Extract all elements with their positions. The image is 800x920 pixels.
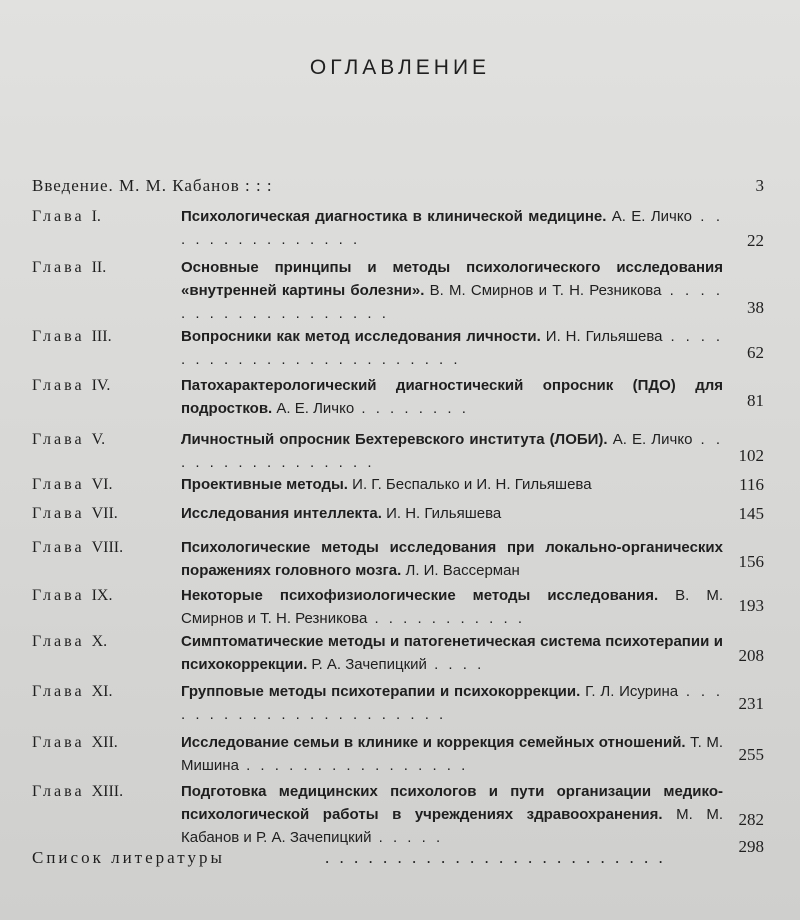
chapter-title-text: Психологическая диагностика в клинической медицине.: [181, 208, 607, 225]
chapter-author: А. Е. Личко: [611, 208, 692, 225]
chapter-title: [181, 780, 723, 849]
page-title: ОГЛАВЛЕНИЕ: [309, 56, 491, 79]
chapter-page: 116: [739, 475, 764, 494]
leader-dots: . . . . . . . . . . . . . . . . . . . . . .: [181, 683, 723, 723]
chapter-title: [181, 630, 723, 676]
chapter-number: IV.: [91, 377, 111, 394]
chapter-title-text: Вопросники как метод исследования личности.: [181, 328, 541, 345]
leader-dots: . . . . . . . . . . . . . . . .: [238, 757, 469, 774]
chapter-number: XII.: [91, 734, 118, 751]
chapter-page: 38: [747, 298, 764, 317]
intro-dots: : : :: [244, 176, 273, 195]
chapter-title-text: Психологические методы исследования при локально-органических поражениях головного мозга.: [181, 539, 723, 579]
chapter-title: [181, 536, 723, 582]
chapter-word: Глава: [32, 539, 85, 556]
bibliography-dots: . . . . . . . . . . . . . . . . . . . . . . . .: [325, 848, 666, 867]
leader-dots: . . . . . . . . . . . . . . . .: [181, 431, 723, 471]
bibliography-label: Список литературы: [32, 848, 225, 867]
chapter-author: И. Н. Гильяшева: [545, 328, 663, 345]
chapter-page: 81: [747, 391, 764, 410]
chapter-author: Л. И. Вассерман: [405, 562, 520, 579]
leader-dots: . . . . . . . .: [354, 400, 469, 417]
chapter-title-text: Патохарактерологический диагностический опросник (ПДО) для подростков.: [181, 377, 723, 417]
chapter-page: 22: [747, 231, 764, 250]
chapter-label: [32, 325, 172, 349]
chapter-title-text: Личностный опросник Бехтеревского института (ЛОБИ).: [181, 431, 608, 448]
chapter-number: VII.: [91, 505, 118, 522]
chapter-author: И. Н. Гильяшева: [386, 505, 502, 522]
chapter-word: Глава: [32, 587, 85, 604]
chapter-title: [181, 731, 723, 777]
chapter-label: [32, 473, 172, 497]
chapter-author: Г. Л. Исурина: [585, 683, 679, 700]
chapter-title-text: Исследования интеллекта.: [181, 505, 382, 522]
chapter-label: [32, 584, 172, 608]
chapter-title: [181, 428, 723, 474]
chapter-title: [181, 584, 723, 630]
chapter-page: 145: [738, 504, 764, 523]
chapter-page: 156: [738, 552, 764, 571]
chapter-number: V.: [91, 431, 106, 448]
chapter-author: А. Е. Личко: [276, 400, 355, 417]
chapter-title-text: Симптоматические методы и патогенетическая система психотерапии и психокоррекции.: [181, 633, 723, 673]
chapter-title-text: Исследование семьи в клинике и коррекция семейных отношений.: [181, 734, 686, 751]
chapter-word: Глава: [32, 783, 85, 800]
chapter-title-text: Проективные методы.: [181, 476, 348, 493]
chapter-word: Глава: [32, 683, 85, 700]
chapter-page: 282: [738, 810, 764, 829]
chapter-title: [181, 502, 723, 525]
chapter-page: 193: [738, 596, 764, 615]
chapter-title-text: Основные принципы и методы психологического исследования «внутренней картины болезни».: [181, 259, 723, 299]
chapter-page: 102: [738, 446, 764, 465]
chapter-page: 255: [738, 745, 764, 764]
chapter-title-text: Некоторые психофизиологические методы исследования.: [181, 587, 659, 604]
intro-label: [32, 174, 273, 198]
chapter-word: Глава: [32, 328, 85, 345]
chapter-word: Глава: [32, 377, 85, 394]
chapter-word: Глава: [32, 431, 85, 448]
chapter-author: Т. М. Мишина: [181, 734, 723, 774]
chapter-page: 208: [738, 646, 764, 665]
chapter-label: [32, 536, 172, 560]
chapter-label: [32, 680, 172, 704]
chapter-number: VI.: [91, 476, 113, 493]
intro-page: 3: [755, 176, 764, 195]
chapter-title-text: Групповые методы психотерапии и психокоррекции.: [181, 683, 581, 700]
chapter-number: XI.: [91, 683, 113, 700]
leader-dots: . . . . . . . . . . . . . . . . . . .: [181, 282, 724, 322]
chapter-label: [32, 780, 172, 804]
chapter-number: VIII.: [91, 539, 124, 556]
leader-dots: . . . .: [426, 656, 485, 673]
leader-dots: . . . . .: [371, 829, 444, 846]
chapter-title: [181, 256, 723, 325]
chapter-word: Глава: [32, 633, 85, 650]
chapter-word: Глава: [32, 476, 85, 493]
chapter-number: II.: [91, 259, 107, 276]
chapter-word: Глава: [32, 259, 85, 276]
chapter-label: [32, 630, 172, 654]
chapter-author: В. М. Смирнов и Т. Н. Резникова: [429, 282, 662, 299]
chapter-number: IX.: [91, 587, 113, 604]
chapter-author: И. Г. Беспалько и И. Н. Гильяшева: [352, 476, 592, 493]
chapter-title: [181, 473, 723, 496]
chapter-number: III.: [91, 328, 112, 345]
chapter-label: [32, 428, 172, 452]
leader-dots: . . . . . . . . . . .: [367, 610, 525, 627]
chapter-number: I.: [91, 208, 101, 225]
chapter-label: [32, 374, 172, 398]
leader-dots: . . . . . . . . . . . . . . .: [181, 208, 723, 248]
chapter-label: [32, 205, 172, 229]
chapter-author: М. М. Кабанов и Р. А. Зачепицкий: [181, 806, 723, 846]
chapter-author: В. М. Смирнов и Т. Н. Резникова: [181, 587, 723, 627]
chapter-page: 231: [738, 694, 764, 713]
chapter-number: X.: [91, 633, 108, 650]
chapter-title: [181, 680, 723, 726]
chapter-word: Глава: [32, 505, 85, 522]
chapter-word: Глава: [32, 734, 85, 751]
chapter-label: [32, 256, 172, 280]
leader-dots: . . . . . . . . . . . . . . . . . . . . . . . .: [181, 328, 724, 368]
chapter-title: [181, 325, 723, 371]
chapter-title-text: Подготовка медицинских психологов и пути организации медико-психологической работы в учреждениях здравоохранения.: [181, 783, 723, 823]
chapter-number: XIII.: [91, 783, 124, 800]
bibliography-page: 298: [738, 837, 764, 856]
chapter-title: [181, 205, 723, 251]
chapter-word: Глава: [32, 208, 85, 225]
chapter-author: Р. А. Зачепицкий: [311, 656, 427, 673]
chapter-title: [181, 374, 723, 420]
chapter-label: [32, 731, 172, 755]
chapter-page: 62: [747, 343, 764, 362]
chapter-label: [32, 502, 172, 526]
chapter-author: А. Е. Личко: [612, 431, 693, 448]
intro-label-text: Введение. М. М. Кабанов: [32, 176, 240, 195]
